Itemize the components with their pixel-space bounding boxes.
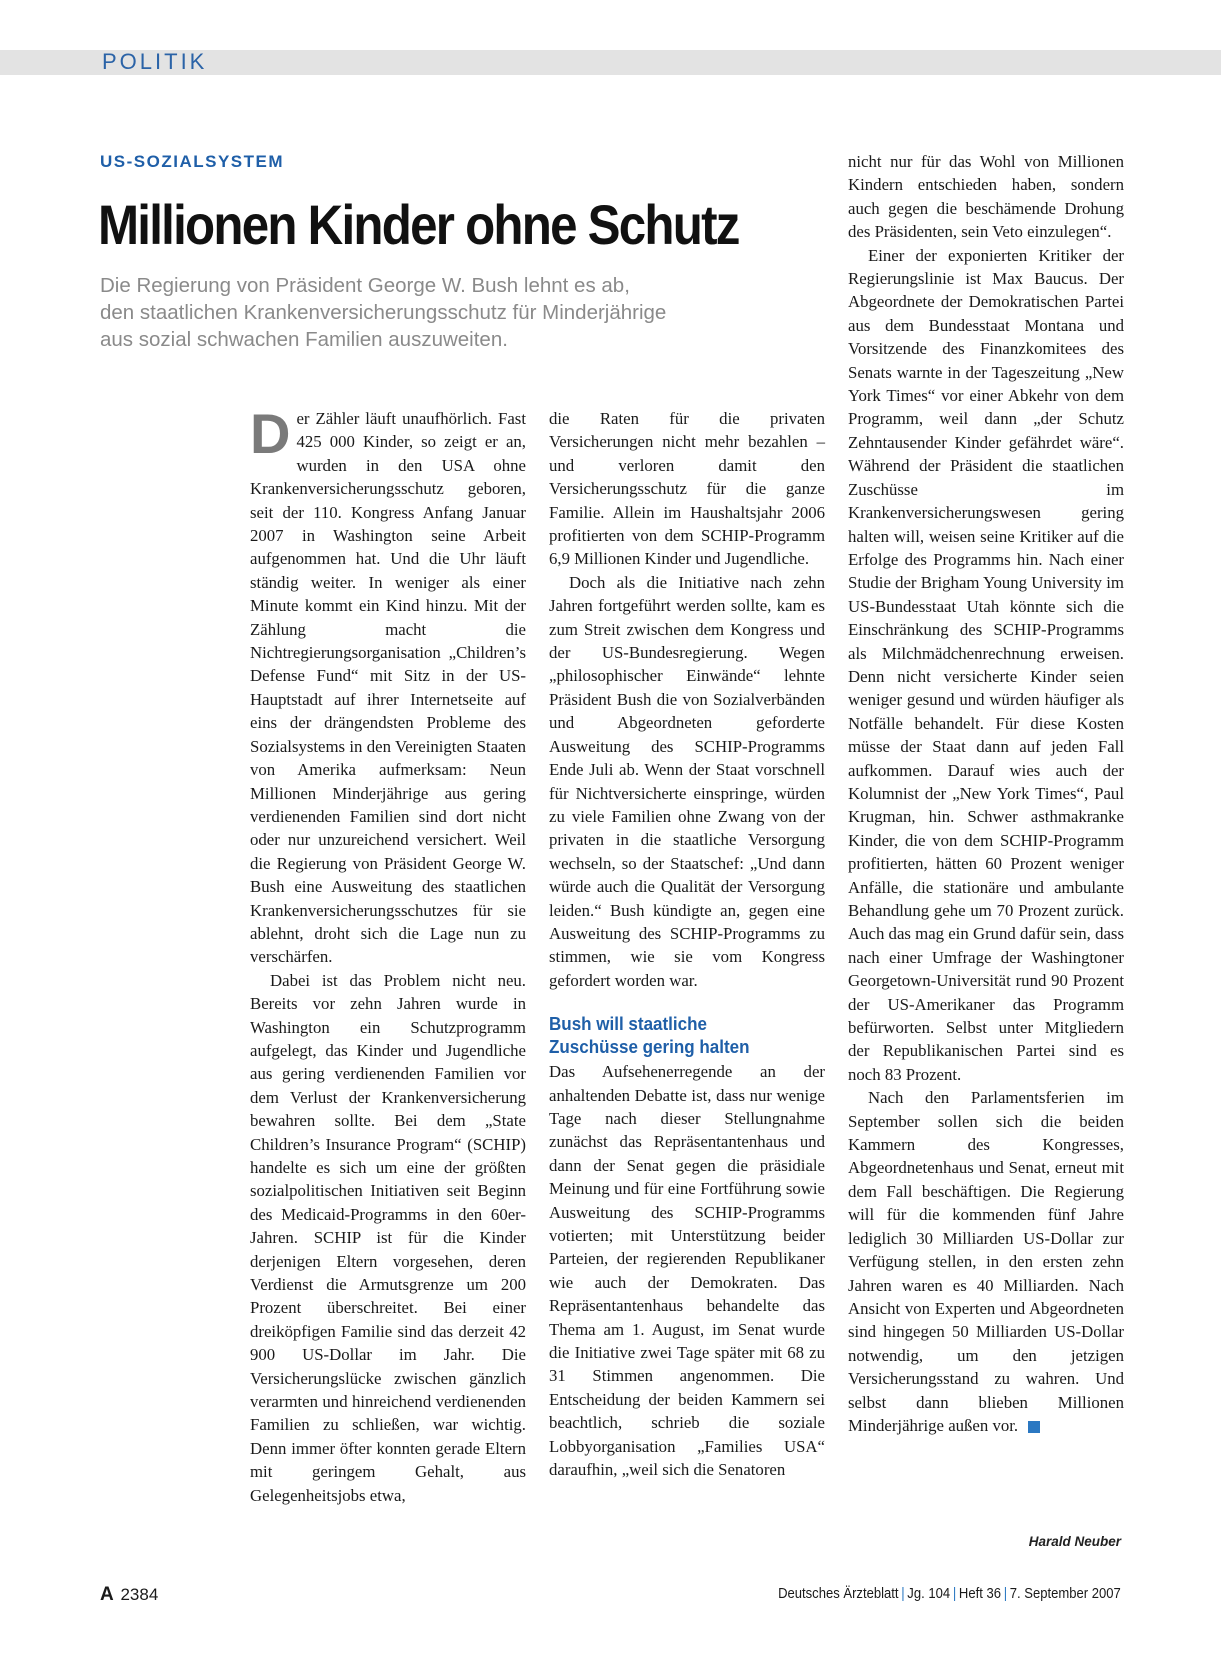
section-label: POLITIK (102, 49, 208, 74)
separator: | (953, 1586, 957, 1602)
volume: Jg. 104 (907, 1586, 951, 1602)
page-number (100, 1584, 158, 1606)
lead-line: aus sozial schwachen Familien auszuweiten. (100, 328, 508, 351)
paragraph (250, 402, 526, 969)
subheading-line: Zuschüsse gering halten (549, 1036, 750, 1058)
article-column-3 (848, 150, 1124, 1437)
drop-cap: D (250, 402, 291, 465)
paragraph: Das Aufsehenerregende an der anhaltenden Debatte ist, dass nur wenige Tage nach dieser Stellungnahme zunächst das Repräsentantenhaus und dann der Senat gegen die präsidiale Meinung und für eine Fortführung sowie Ausweitung des SCHIP-Programms votierten; mit Unterstützung beider Parteien, der regierenden Republikaner wie auch der Demokraten. Das Repräsentantenhaus behandelte das Thema am 1. August, im Senat wurde die Initiative zwei Tage später mit 68 zu 31 Stimmen angenommen. Die Entscheidung der beiden Kammern sei beachtlich, schrieb die soziale Lobbyorganisation „Families USA“ daraufhin, „weil sich die Senatoren (549, 1062, 825, 1480)
paragraph: die Raten für die privaten Versicherungen nicht mehr bezahlen – und verloren damit den Versicherungsschutz für die ganze Familie. Allein im Haushaltsjahr 2006 profitierten von dem SCHIP-Programm 6,9 Millionen Kinder und Jugendliche. (549, 409, 825, 569)
article-column-1 (250, 402, 526, 1507)
paragraph: Dabei ist das Problem nicht neu. Bereits vor zehn Jahren wurde in Washington ein Schutzprogramm aufgelegt, das Kinder und Jugendliche aus gering verdienenden Familien vor dem Verlust der Krankenversicherung bewahren sollte. Bei dem „State Children’s Insurance Program“ (SCHIP) handelte es sich um eine der größten sozialpolitischen Initiativen seit Beginn des Medicaid-Programms in den 60er-Jahren. SCHIP ist für die Kinder derjenigen Eltern vorgesehen, deren Verdienst die Armutsgrenze um 200 Prozent überschreitet. Bei einer dreiköpfigen Familie sind das derzeit 42 900 US-Dollar im Jahr. Die Versicherungslücke zwischen gänzlich verarmten und hinreichend verdienenden Familien zu schließen, war wichtig. Denn immer öfter konnten gerade Eltern mit geringem Gehalt, aus Gelegenheitsjobs etwa, (250, 970, 526, 1505)
paragraph-text: er Zähler läuft unaufhörlich. Fast 425 000 Kinder, so zeigt er an, wurden in den USA ohne Krankenversicherungsschutz geboren, seit der 110. Kongress Anfang Januar 2007 in Washington seine Arbeit aufgenommen hat. Und die Uhr läuft ständig weiter. In weniger als einer Minute kommt ein Kind hinzu. Mit der Zählung macht die Nichtregierungsorganisation „Children’s Defense Fund“ mit Sitz in der US-Hauptstadt auf ihrer Internetseite auf eins der drängendsten Probleme des Sozialsystems in den Vereinigten Staaten von Amerika aufmerksam: Neun Millionen Minderjährige aus gering verdienenden Familien sind dort nicht oder nur unzureichend versichert. Weil die Regierung von Präsident George W. Bush eine Ausweitung des staatlichen Krankenversicherungsschutzes für sie ablehnt, droht sich die Lage nun zu verschärfen. (250, 409, 526, 967)
paragraph: nicht nur für das Wohl von Millionen Kindern entschieden haben, sondern auch gegen die beschämende Drohung des Präsidenten, sein Veto einzulegen“. (848, 152, 1124, 242)
separator: | (1003, 1586, 1008, 1602)
end-of-article-icon (1028, 1421, 1040, 1433)
journal-name: Deutsches Ärzteblatt (778, 1586, 899, 1602)
footer-meta (778, 1586, 1121, 1602)
subheading (549, 1012, 803, 1058)
separator: | (901, 1586, 905, 1602)
paragraph: Doch als die Initiative nach zehn Jahren fortgeführt werden sollte, kam es zum Streit zwischen dem Kongress und der US-Bundesregierung. Wegen „philosophischer Einwände“ lehnte Präsident Bush die von Sozialverbänden und Abgeordneten geforderte Ausweitung des SCHIP-Programms Ende Juli ab. Wenn der Staat vorschnell für Nichtversicherte einspringe, würden zu viele Familien ohne Zwang von der privaten in die staatliche Versorgung wechseln, so der Staatschef: „Und dann würde auch die Qualität der Versorgung leiden.“ Bush kündigte an, gegen eine Ausweitung des SCHIP-Programms zu stimmen, wie sie vom Kongress gefordert worden war. (549, 572, 825, 990)
article-lead (100, 272, 740, 353)
paragraph (848, 1086, 1124, 1437)
issue-date: 7. September 2007 (1009, 1586, 1121, 1602)
subheading-line: Bush will staatliche (549, 1013, 707, 1035)
issue: Heft 36 (959, 1586, 1002, 1602)
paragraph: Einer der exponierten Kritiker der Regierungslinie ist Max Baucus. Der Abgeordnete der Demokratischen Partei aus dem Bundesstaat Montana und Vorsitzende des Finanzkomitees des Senats warnte in der Tageszeitung „New York Times“ vor einer Abkehr von dem Programm, weil dann „der Schutz Zehntausender Kinder gefährdet wäre“. Während der Präsident die staatlichen Zuschüsse im Krankenversicherungswesen gering halten will, weisen seine Kritiker auf die Erfolge des Programms hin. Nach einer Studie der Brigham Young University im US-Bundesstaat Utah könnte sich die Einschränkung des SCHIP-Programms als Milchmädchenrechnung erweisen. Denn nicht versicherte Kinder seien weniger gesund und würden häufiger als Notfälle behandelt. Für diese Kosten müsse der Staat dann auf jeden Fall aufkommen. Darauf wies auch der Kolumnist der „New York Times“, Paul Krugman, hin. Schwer asthmakranke Kinder, die von dem SCHIP-Programm profitierten, hätten 60 Prozent weniger Anfälle, die stationäre und ambulante Behandlung gehe um 70 Prozent zurück. Auch das mag ein Grund dafür sein, dass nach einer Umfrage der Washingtoner Georgetown-Universität rund 90 Prozent der US-Amerikaner das Programm befürworten. Selbst unter Mitgliedern der Republikanischen Partei sind es noch 83 Prozent. (848, 245, 1124, 1084)
lead-line: den staatlichen Krankenversicherungsschutz für Minderjährige (100, 301, 667, 324)
lead-line: Die Regierung von Präsident George W. Bush lehnt es ab, (100, 274, 630, 297)
article-headline: Millionen Kinder ohne Schutz (98, 193, 739, 256)
page-number-value: 2384 (120, 1585, 159, 1604)
page-prefix: A (100, 1584, 114, 1605)
author-name: Harald Neuber (1028, 1534, 1121, 1549)
paragraph-text: Nach den Parlamentsferien im September sollen sich die beiden Kammern des Kongresses, Abgeordnetenhaus und Senat, erneut mit dem Fall beschäftigen. Die Regierung will für die kommenden fünf Jahre lediglich 30 Milliarden US-Dollar zur Verfügung stellen, in den ersten zehn Jahren waren es 40 Milliarden. Nach Ansicht von Experten und Abgeordneten sind hingegen 50 Milliarden US-Dollar notwendig, um den jetzigen Versicherungsstand zu wahren. Und selbst dann blieben Millionen Minderjährige außen vor. (848, 1088, 1124, 1435)
article-kicker: US-SOZIALSYSTEM (100, 152, 285, 171)
article-column-2 (549, 407, 825, 1481)
